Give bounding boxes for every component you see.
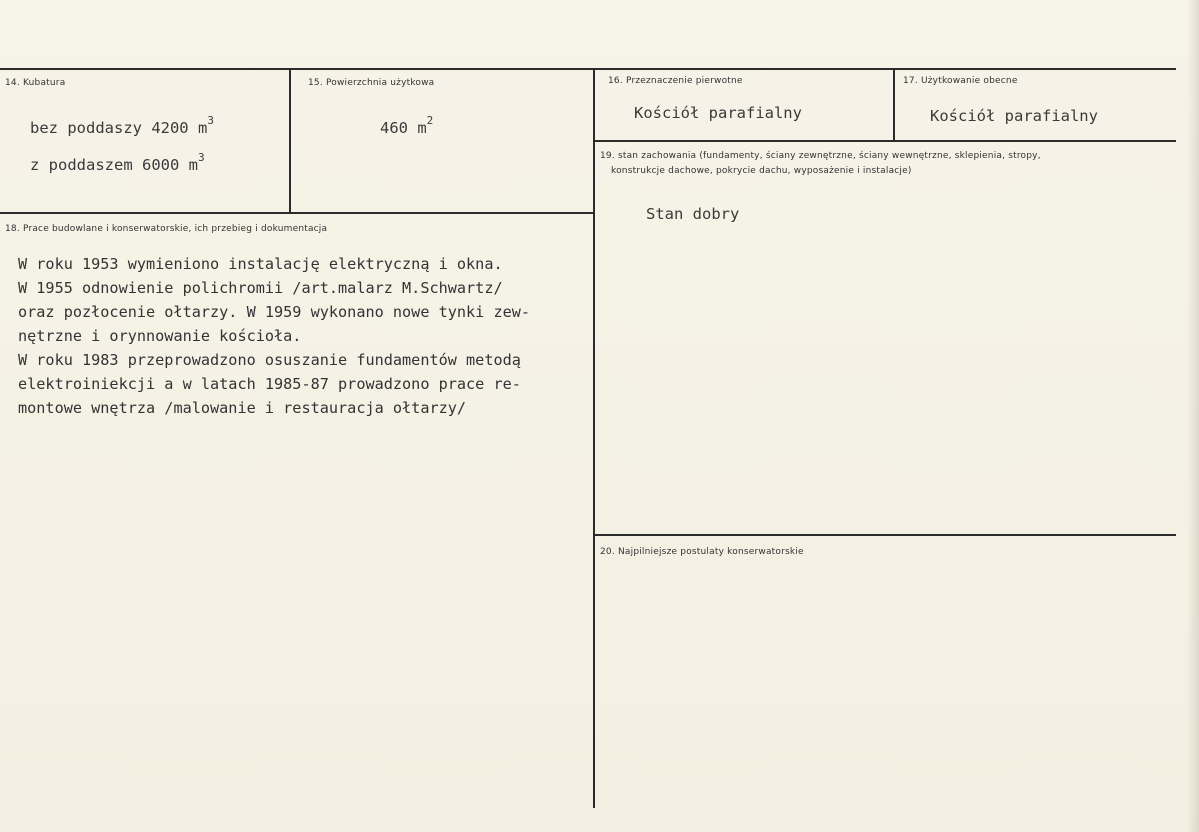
field-16-value: Kościół parafialny xyxy=(634,104,802,122)
field-19-value: Stan dobry xyxy=(646,205,740,223)
field-14-line2-text: z poddaszem 6000 m xyxy=(30,156,198,175)
rule-under-16-17 xyxy=(595,140,1176,142)
field-15-value-exponent: 2 xyxy=(426,114,434,127)
divider-left-right xyxy=(593,70,595,808)
field-18-line: nętrzne i orynnowanie kościoła. xyxy=(18,327,302,345)
field-15-value xyxy=(380,114,434,138)
top-rule xyxy=(0,68,1176,70)
field-16-label: 16. Przeznaczenie pierwotne xyxy=(608,76,743,86)
field-18-line: W 1955 odnowienie polichromii /art.malarz M.Schwartz/ xyxy=(18,279,503,297)
divider-16-17 xyxy=(893,70,895,140)
field-18-line: elektroiniekcji a w latach 1985-87 prowadzono prace re- xyxy=(18,375,521,393)
rule-under-14-15 xyxy=(0,212,593,214)
field-18-line: W roku 1953 wymieniono instalację elektryczną i okna. xyxy=(18,255,503,273)
field-14-label: 14. Kubatura xyxy=(5,78,66,88)
field-19-label-line1: 19. stan zachowania (fundamenty, ściany zewnętrzne, ściany wewnętrzne, sklepienia, stropy, xyxy=(600,151,1041,161)
field-17-value: Kościół parafialny xyxy=(930,107,1098,125)
field-14-line2-exponent: 3 xyxy=(197,151,205,164)
field-15-value-text: 460 m xyxy=(380,119,427,138)
field-18-text xyxy=(18,252,530,420)
field-20-label: 20. Najpilniejsze postulaty konserwatorskie xyxy=(600,547,804,557)
field-18-line: W roku 1983 przeprowadzono osuszanie fundamentów metodą xyxy=(18,351,521,369)
field-14-value-with-attic xyxy=(30,151,205,175)
divider-14-15 xyxy=(289,70,291,214)
field-18-label: 18. Prace budowlane i konserwatorskie, ich przebieg i dokumentacja xyxy=(5,224,328,234)
field-18-line: oraz pozłocenie ołtarzy. W 1959 wykonano nowe tynki zew- xyxy=(18,303,531,321)
field-14-line1-text: bez poddaszy 4200 m xyxy=(30,119,208,138)
field-17-label: 17. Użytkowanie obecne xyxy=(903,76,1018,86)
field-19-label-line2: konstrukcje dachowe, pokrycie dachu, wyposażenie i instalacje) xyxy=(611,166,912,176)
field-14-line1-exponent: 3 xyxy=(207,114,214,127)
field-14-value-without-attic xyxy=(30,114,214,138)
field-15-label: 15. Powierzchnia użytkowa xyxy=(308,78,435,88)
rule-above-20 xyxy=(595,534,1176,536)
page-edge-shadow xyxy=(1187,0,1199,832)
field-18-line: montowe wnętrza /malowanie i restauracja ołtarzy/ xyxy=(18,399,467,417)
